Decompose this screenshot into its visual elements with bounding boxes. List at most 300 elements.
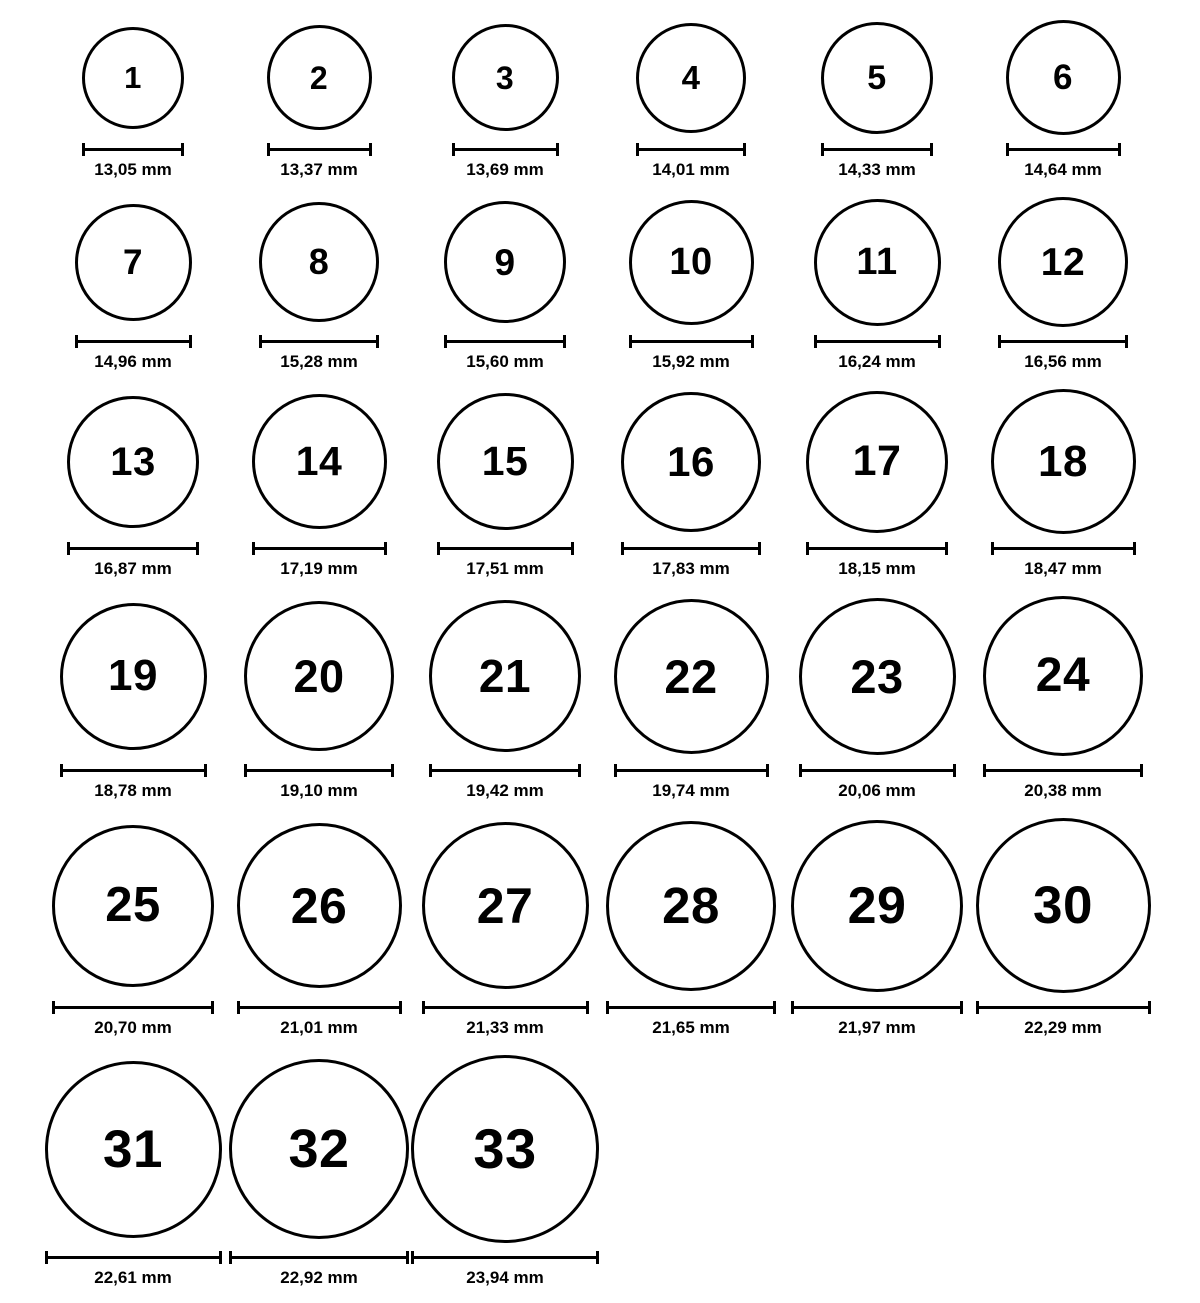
diameter-label: 22,61 mm [94, 1268, 172, 1287]
measure-tick-right [773, 1001, 776, 1014]
ring-size-row [40, 594, 1160, 816]
ring-size-cell [412, 195, 598, 372]
diameter-label: 17,19 mm [280, 559, 358, 578]
ring-size-cell [970, 195, 1156, 372]
measure-line [67, 547, 199, 550]
ring-circle [237, 823, 402, 988]
measure-tick-left [52, 1001, 55, 1014]
diameter-label: 13,37 mm [280, 160, 358, 179]
measure-line [267, 148, 372, 151]
ring-size-number: 30 [1033, 876, 1093, 935]
diameter-label: 16,87 mm [94, 559, 172, 578]
ring-circle-wrap [636, 18, 746, 137]
measure-tick-right [369, 143, 372, 156]
ring-size-number: 21 [478, 650, 532, 702]
ring-size-cell [40, 1053, 226, 1288]
ring-size-cell [970, 387, 1156, 579]
ring-circle-wrap [75, 195, 192, 329]
diameter-measure-bar [806, 542, 948, 554]
diameter-measure-bar [799, 764, 956, 776]
diameter-measure-bar [791, 1001, 963, 1013]
diameter-measure-bar [75, 335, 192, 347]
ring-size-number: 7 [123, 242, 143, 282]
ring-circle-wrap [1006, 18, 1121, 137]
diameter-measure-bar [998, 335, 1128, 347]
ring-circle-wrap [452, 18, 559, 137]
diameter-label: 20,38 mm [1024, 781, 1102, 800]
measure-tick-right [938, 335, 941, 348]
measure-tick-right [930, 143, 933, 156]
diameter-measure-bar [444, 335, 566, 347]
ring-size-cell [226, 1053, 412, 1288]
diameter-label: 16,56 mm [1024, 352, 1102, 371]
measure-tick-right [945, 542, 948, 555]
ring-circle-wrap [814, 195, 941, 329]
ring-size-number: 2 [309, 59, 329, 96]
ring-circle-wrap [267, 18, 372, 137]
measure-tick-left [806, 542, 809, 555]
diameter-label: 21,97 mm [838, 1018, 916, 1037]
measure-line [606, 1006, 776, 1009]
ring-circle-wrap [437, 387, 574, 536]
measure-tick-left [82, 143, 85, 156]
ring-size-number: 9 [494, 241, 516, 283]
ring-circle-wrap [259, 195, 379, 329]
ring-size-cell [226, 816, 412, 1038]
ring-circle-wrap [52, 816, 214, 995]
ring-size-cell [40, 18, 226, 180]
measure-line [791, 1006, 963, 1009]
ring-size-number: 18 [1038, 436, 1088, 486]
measure-tick-right [1148, 1001, 1151, 1014]
ring-circle-wrap [998, 195, 1128, 329]
measure-line [422, 1006, 589, 1009]
ring-size-row [40, 387, 1160, 594]
diameter-label: 15,60 mm [466, 352, 544, 371]
ring-size-number: 28 [662, 877, 720, 934]
measure-line [52, 1006, 214, 1009]
measure-tick-left [814, 335, 817, 348]
ring-size-cell [784, 195, 970, 372]
ring-size-cell [598, 594, 784, 801]
measure-line [45, 1256, 222, 1259]
ring-size-number: 16 [667, 437, 715, 485]
ring-size-number: 1 [124, 60, 142, 95]
ring-size-cell [226, 387, 412, 579]
ring-size-number: 22 [664, 649, 718, 703]
measure-tick-left [976, 1001, 979, 1014]
diameter-label: 15,92 mm [652, 352, 730, 371]
ring-size-number: 5 [867, 58, 887, 97]
ring-size-cell [784, 18, 970, 180]
diameter-label: 17,51 mm [466, 559, 544, 578]
diameter-measure-bar [82, 143, 184, 155]
measure-tick-right [556, 143, 559, 156]
ring-circle-wrap [252, 387, 387, 536]
measure-line [629, 340, 754, 343]
diameter-label: 21,01 mm [280, 1018, 358, 1037]
ring-circle-wrap [791, 816, 963, 995]
diameter-measure-bar [237, 1001, 402, 1013]
diameter-measure-bar [229, 1251, 409, 1263]
diameter-measure-bar [991, 542, 1136, 554]
diameter-measure-bar [60, 764, 207, 776]
ring-circle [991, 389, 1136, 534]
measure-tick-left [636, 143, 639, 156]
diameter-measure-bar [267, 143, 372, 155]
measure-line [976, 1006, 1151, 1009]
diameter-measure-bar [244, 764, 394, 776]
ring-circle [244, 601, 394, 751]
measure-tick-right [578, 764, 581, 777]
measure-tick-left [67, 542, 70, 555]
ring-size-cell [970, 816, 1156, 1038]
ring-circle-wrap [991, 387, 1136, 536]
measure-tick-left [60, 764, 63, 777]
ring-size-cell [40, 387, 226, 579]
ring-circle-wrap [821, 18, 933, 137]
ring-circle [82, 27, 184, 129]
ring-circle [267, 25, 372, 130]
measure-line [814, 340, 941, 343]
diameter-measure-bar [814, 335, 941, 347]
diameter-measure-bar [252, 542, 387, 554]
ring-size-number: 32 [288, 1119, 350, 1179]
ring-size-cell [412, 816, 598, 1038]
diameter-measure-bar [614, 764, 769, 776]
ring-circle-wrap [45, 1053, 222, 1245]
measure-line [636, 148, 746, 151]
ring-size-cell [412, 18, 598, 180]
ring-size-number: 14 [295, 438, 343, 484]
diameter-label: 18,15 mm [838, 559, 916, 578]
diameter-label: 19,10 mm [280, 781, 358, 800]
measure-tick-left [422, 1001, 425, 1014]
ring-circle-wrap [621, 387, 761, 536]
ring-size-number: 12 [1040, 240, 1086, 284]
measure-tick-right [571, 542, 574, 555]
measure-tick-left [45, 1251, 48, 1264]
ring-circle [814, 199, 941, 326]
measure-line [998, 340, 1128, 343]
ring-circle-wrap [229, 1053, 409, 1245]
measure-tick-right [953, 764, 956, 777]
ring-size-row [40, 816, 1160, 1053]
measure-line [75, 340, 192, 343]
ring-size-cell [412, 1053, 598, 1288]
measure-line [621, 547, 761, 550]
measure-tick-right [1125, 335, 1128, 348]
ring-circle [636, 23, 746, 133]
ring-size-row [40, 18, 1160, 195]
ring-circle [976, 818, 1151, 993]
ring-circle [452, 24, 559, 131]
ring-size-number: 24 [1035, 649, 1091, 702]
ring-circle [983, 596, 1143, 756]
ring-circle-wrap [444, 195, 566, 329]
ring-circle [614, 599, 769, 754]
diameter-label: 13,69 mm [466, 160, 544, 179]
diameter-label: 14,01 mm [652, 160, 730, 179]
measure-tick-left [259, 335, 262, 348]
ring-circle-wrap [983, 594, 1143, 758]
measure-tick-right [960, 1001, 963, 1014]
ring-circle [621, 392, 761, 532]
measure-tick-left [267, 143, 270, 156]
measure-line [244, 769, 394, 772]
ring-circle [67, 396, 199, 528]
measure-tick-right [391, 764, 394, 777]
ring-size-cell [598, 387, 784, 579]
measure-tick-left [411, 1251, 414, 1264]
ring-size-number: 6 [1053, 58, 1073, 97]
measure-tick-right [376, 335, 379, 348]
ring-circle [252, 394, 387, 529]
diameter-label: 19,42 mm [466, 781, 544, 800]
measure-line [614, 769, 769, 772]
measure-tick-right [766, 764, 769, 777]
measure-tick-right [596, 1251, 599, 1264]
ring-circle-wrap [60, 594, 207, 758]
diameter-measure-bar [429, 764, 581, 776]
measure-line [411, 1256, 599, 1259]
measure-tick-left [229, 1251, 232, 1264]
measure-tick-left [429, 764, 432, 777]
measure-line [259, 340, 379, 343]
measure-tick-left [629, 335, 632, 348]
measure-line [437, 547, 574, 550]
measure-line [806, 547, 948, 550]
ring-size-cell [226, 195, 412, 372]
measure-tick-left [991, 542, 994, 555]
measure-line [237, 1006, 402, 1009]
measure-line [799, 769, 956, 772]
measure-tick-right [1140, 764, 1143, 777]
diameter-label: 16,24 mm [838, 352, 916, 371]
diameter-measure-bar [259, 335, 379, 347]
ring-size-cell [598, 195, 784, 372]
diameter-label: 13,05 mm [94, 160, 172, 179]
ring-size-cell [412, 387, 598, 579]
ring-circle [411, 1055, 599, 1243]
diameter-label: 14,64 mm [1024, 160, 1102, 179]
ring-size-number: 20 [293, 650, 345, 702]
ring-circle [52, 825, 214, 987]
ring-circle [606, 821, 776, 991]
measure-tick-left [75, 335, 78, 348]
measure-tick-left [614, 764, 617, 777]
ring-size-number: 15 [481, 438, 529, 484]
measure-tick-left [998, 335, 1001, 348]
diameter-label: 17,83 mm [652, 559, 730, 578]
ring-circle [791, 820, 963, 992]
ring-circle-wrap [244, 594, 394, 758]
measure-tick-right [758, 542, 761, 555]
ring-size-cell [970, 594, 1156, 801]
diameter-measure-bar [621, 542, 761, 554]
ring-size-cell [784, 816, 970, 1038]
measure-line [252, 547, 387, 550]
ring-circle-wrap [422, 816, 589, 995]
ring-circle-wrap [606, 816, 776, 995]
diameter-measure-bar [437, 542, 574, 554]
ring-circle-wrap [411, 1053, 599, 1245]
ring-circle [806, 391, 948, 533]
ring-circle [821, 22, 933, 134]
diameter-measure-bar [45, 1251, 222, 1263]
ring-circle [629, 200, 754, 325]
measure-tick-left [452, 143, 455, 156]
diameter-measure-bar [422, 1001, 589, 1013]
diameter-measure-bar [52, 1001, 214, 1013]
measure-tick-left [444, 335, 447, 348]
measure-tick-right [399, 1001, 402, 1014]
ring-size-number: 23 [850, 649, 904, 703]
measure-tick-left [621, 542, 624, 555]
measure-line [983, 769, 1143, 772]
ring-circle [437, 393, 574, 530]
measure-tick-right [384, 542, 387, 555]
diameter-label: 21,65 mm [652, 1018, 730, 1037]
ring-size-number: 27 [476, 877, 534, 934]
measure-tick-right [563, 335, 566, 348]
measure-tick-right [1133, 542, 1136, 555]
measure-tick-right [189, 335, 192, 348]
diameter-label: 19,74 mm [652, 781, 730, 800]
diameter-measure-bar [821, 143, 933, 155]
measure-tick-left [237, 1001, 240, 1014]
ring-size-number: 17 [852, 437, 902, 485]
diameter-label: 21,33 mm [466, 1018, 544, 1037]
diameter-label: 18,47 mm [1024, 559, 1102, 578]
ring-size-number: 11 [856, 241, 898, 283]
ring-size-number: 25 [105, 878, 161, 932]
ring-size-cell [970, 18, 1156, 180]
measure-tick-right [196, 542, 199, 555]
ring-circle [422, 822, 589, 989]
ring-size-row [40, 1053, 1160, 1303]
ring-circle [1006, 20, 1121, 135]
diameter-label: 14,96 mm [94, 352, 172, 371]
ring-circle [429, 600, 581, 752]
measure-tick-left [606, 1001, 609, 1014]
measure-tick-right [204, 764, 207, 777]
ring-size-cell [226, 594, 412, 801]
measure-line [444, 340, 566, 343]
measure-tick-left [791, 1001, 794, 1014]
diameter-label: 15,28 mm [280, 352, 358, 371]
diameter-label: 22,29 mm [1024, 1018, 1102, 1037]
ring-size-row [40, 195, 1160, 387]
ring-circle [444, 201, 566, 323]
diameter-measure-bar [629, 335, 754, 347]
diameter-label: 18,78 mm [94, 781, 172, 800]
measure-tick-right [211, 1001, 214, 1014]
diameter-measure-bar [1006, 143, 1121, 155]
ring-circle-wrap [67, 387, 199, 536]
ring-size-number: 29 [847, 876, 907, 935]
ring-size-number: 13 [110, 439, 156, 484]
ring-size-number: 8 [308, 241, 330, 282]
ring-size-cell [40, 594, 226, 801]
measure-tick-right [1118, 143, 1121, 156]
measure-tick-left [252, 542, 255, 555]
ring-size-number: 31 [103, 1119, 163, 1179]
diameter-measure-bar [606, 1001, 776, 1013]
measure-line [82, 148, 184, 151]
measure-tick-left [1006, 143, 1009, 156]
measure-tick-right [181, 143, 184, 156]
ring-circle [60, 603, 207, 750]
diameter-measure-bar [976, 1001, 1151, 1013]
ring-circle-wrap [614, 594, 769, 758]
measure-tick-right [751, 335, 754, 348]
ring-circle [229, 1059, 409, 1239]
ring-size-cell [784, 594, 970, 801]
measure-tick-right [406, 1251, 409, 1264]
diameter-label: 20,06 mm [838, 781, 916, 800]
measure-tick-left [821, 143, 824, 156]
ring-size-number: 33 [473, 1117, 537, 1180]
ring-size-cell [598, 18, 784, 180]
diameter-measure-bar [67, 542, 199, 554]
ring-size-number: 4 [681, 59, 701, 96]
ring-size-cell [598, 816, 784, 1038]
ring-circle-wrap [629, 195, 754, 329]
ring-circle-wrap [82, 18, 184, 137]
ring-size-cell [226, 18, 412, 180]
ring-circle-wrap [806, 387, 948, 536]
measure-line [1006, 148, 1121, 151]
ring-size-cell [784, 387, 970, 579]
measure-tick-right [219, 1251, 222, 1264]
diameter-measure-bar [452, 143, 559, 155]
measure-tick-left [244, 764, 247, 777]
diameter-label: 14,33 mm [838, 160, 916, 179]
ring-circle [799, 598, 956, 755]
ring-size-number: 19 [108, 651, 158, 700]
measure-line [229, 1256, 409, 1259]
diameter-label: 23,94 mm [466, 1268, 544, 1287]
measure-tick-left [799, 764, 802, 777]
ring-size-number: 3 [495, 59, 515, 96]
ring-size-cell [40, 816, 226, 1038]
ring-size-cell [40, 195, 226, 372]
ring-circle-wrap [976, 816, 1151, 995]
measure-tick-left [983, 764, 986, 777]
ring-circle [45, 1061, 222, 1238]
ring-circle-wrap [799, 594, 956, 758]
ring-circle-wrap [237, 816, 402, 995]
ring-circle [75, 204, 192, 321]
diameter-label: 20,70 mm [94, 1018, 172, 1037]
measure-tick-right [586, 1001, 589, 1014]
diameter-measure-bar [636, 143, 746, 155]
diameter-measure-bar [411, 1251, 599, 1263]
ring-size-cell [412, 594, 598, 801]
measure-line [429, 769, 581, 772]
ring-size-number: 26 [290, 877, 348, 934]
ring-circle-wrap [429, 594, 581, 758]
measure-line [821, 148, 933, 151]
measure-line [991, 547, 1136, 550]
measure-tick-left [437, 542, 440, 555]
ring-circle [259, 202, 379, 322]
ring-size-number: 10 [669, 241, 713, 283]
measure-line [60, 769, 207, 772]
measure-tick-right [743, 143, 746, 156]
ring-circle [998, 197, 1128, 327]
